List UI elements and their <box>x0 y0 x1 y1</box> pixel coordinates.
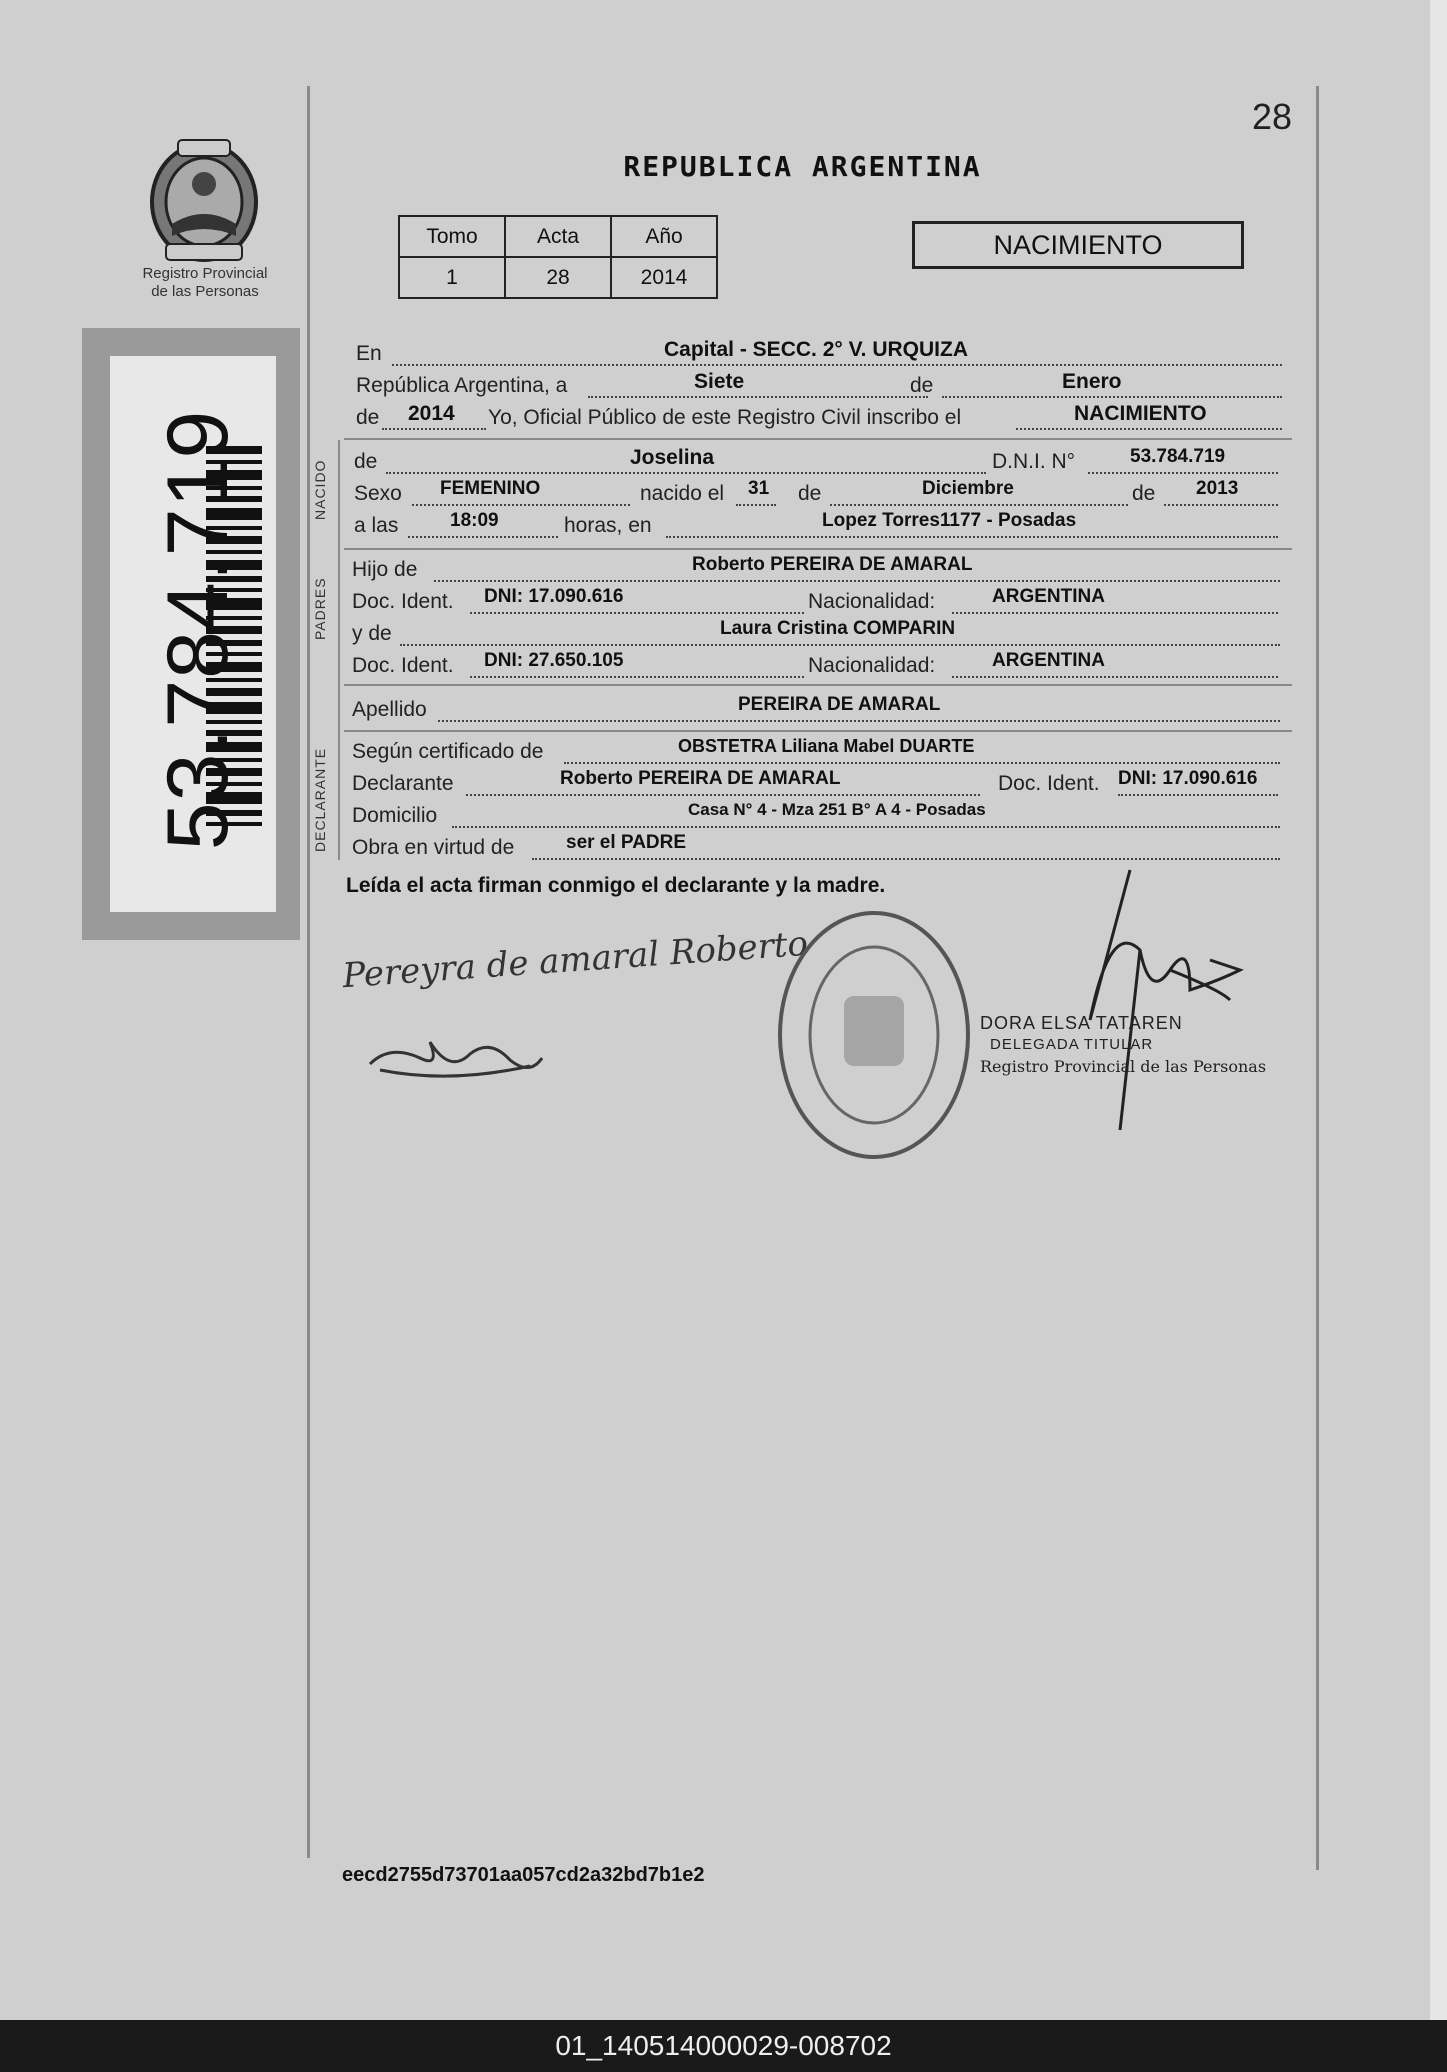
label-doc-ident-padre: Doc. Ident. <box>352 590 454 613</box>
value-hora: 18:09 <box>450 510 499 531</box>
field-apellido <box>352 694 1290 726</box>
table-value-anio: 2014 <box>611 257 717 298</box>
field-doc-madre <box>352 650 1290 682</box>
field-certificado <box>352 736 1290 768</box>
value-lugar-nacimiento: Lopez Torres1177 - Posadas <box>822 510 1077 531</box>
field-nombre <box>352 446 1290 478</box>
label-y-de: y de <box>352 622 392 645</box>
dotted-line <box>386 472 986 474</box>
value-dni-nacido: 53.784.719 <box>1130 446 1226 467</box>
value-anio-nacimiento: 2013 <box>1196 478 1239 499</box>
dotted-line <box>466 794 980 796</box>
dotted-line <box>434 580 1280 582</box>
value-tipo-inscripcion: NACIMIENTO <box>1074 402 1207 425</box>
value-padre: Roberto PEREIRA DE AMARAL <box>692 554 973 575</box>
label-de-nombre: de <box>354 450 378 473</box>
value-domicilio: Casa N° 4 - Mza 251 B° A 4 - Posadas <box>688 800 986 819</box>
dotted-line <box>470 612 804 614</box>
label-en: En <box>356 342 382 365</box>
registry-name-line1: Registro Provincial <box>142 265 268 282</box>
value-dni-padre: DNI: 17.090.616 <box>484 586 624 607</box>
section-divider <box>344 730 1292 732</box>
dotted-line <box>1164 504 1278 506</box>
dotted-line <box>952 612 1278 614</box>
field-domicilio <box>352 800 1290 832</box>
registry-name-line2: de las Personas <box>151 283 259 300</box>
label-apellido: Apellido <box>352 698 427 721</box>
document-title: REPUBLICA ARGENTINA <box>623 150 982 183</box>
dotted-line <box>470 676 804 678</box>
label-sexo: Sexo <box>354 482 402 505</box>
table-header-acta: Acta <box>505 216 611 257</box>
section-label-nacido: NACIDO <box>312 459 328 520</box>
value-declarante: Roberto PEREIRA DE AMARAL <box>560 768 841 789</box>
field-hora-lugar <box>352 510 1290 542</box>
label-de-anio: de <box>356 406 380 429</box>
value-madre: Laura Cristina COMPARIN <box>720 618 956 639</box>
dotted-line <box>382 428 486 430</box>
field-madre <box>352 618 1290 650</box>
declarant-signature-scribble <box>360 1024 550 1094</box>
province-seal-icon <box>138 132 270 264</box>
acta-reference-table <box>398 215 718 299</box>
label-obra: Obra en virtud de <box>352 836 515 859</box>
field-declarante <box>352 768 1290 800</box>
field-anio-inscripcion <box>352 402 1290 434</box>
value-apellido: PEREIRA DE AMARAL <box>738 694 941 715</box>
section-divider <box>344 438 1292 440</box>
section-label-padres: PADRES <box>312 577 328 640</box>
right-margin-rule <box>1316 86 1319 1870</box>
label-hijo-de: Hijo de <box>352 558 418 581</box>
field-lugar <box>352 338 1290 370</box>
label-nacionalidad-madre: Nacionalidad: <box>808 654 936 677</box>
official-role: DELEGADA TITULAR <box>990 1036 1154 1053</box>
dotted-line <box>588 396 928 398</box>
field-sexo-nacimiento <box>352 478 1290 510</box>
value-nacionalidad-madre: ARGENTINA <box>992 650 1105 671</box>
dotted-line <box>830 504 1128 506</box>
label-nacido-el: nacido el <box>640 482 725 505</box>
value-mes: Enero <box>1062 370 1122 393</box>
label-segun-certificado: Según certificado de <box>352 740 544 763</box>
section-divider <box>344 548 1292 550</box>
declarant-handwritten-signature: Pereyra de amaral Roberto <box>341 923 810 997</box>
dotted-line <box>942 396 1282 398</box>
dotted-line <box>666 536 1278 538</box>
dotted-line <box>438 720 1280 722</box>
closing-statement: Leída el acta firman conmigo el declarante y la madre. <box>346 874 886 897</box>
label-horas-en: horas, en <box>564 514 652 537</box>
value-obra: ser el PADRE <box>566 832 687 853</box>
dotted-line <box>412 504 630 506</box>
value-certificado: OBSTETRA Liliana Mabel DUARTE <box>678 736 975 756</box>
value-nacionalidad-padre: ARGENTINA <box>992 586 1105 607</box>
dotted-line <box>1118 794 1278 796</box>
field-padre <box>352 554 1290 586</box>
field-doc-padre <box>352 586 1290 618</box>
registry-label <box>120 265 290 301</box>
document-hash: eecd2755d73701aa057cd2a32bd7b1e2 <box>342 1864 705 1886</box>
dotted-line <box>400 644 1280 646</box>
value-nombre: Joselina <box>630 446 715 469</box>
dotted-line <box>1016 428 1282 430</box>
field-fecha-inscripcion <box>352 370 1290 402</box>
dotted-line <box>736 504 776 506</box>
table-header-tomo: Tomo <box>399 216 505 257</box>
official-name: DORA ELSA TATAREN <box>980 1013 1183 1033</box>
value-mes-nacimiento: Diciembre <box>922 478 1014 499</box>
value-sexo: FEMENINO <box>440 478 541 499</box>
official-stamp-icon <box>774 906 974 1164</box>
table-value-acta: 28 <box>505 257 611 298</box>
section-label-declarante: DECLARANTE <box>312 747 328 852</box>
dotted-line <box>564 762 1280 764</box>
official-signature-block <box>980 1012 1266 1078</box>
page-number: 28 <box>1252 96 1293 137</box>
official-signature-scribble <box>1020 860 1260 1140</box>
section-rule <box>338 440 340 860</box>
label-republica: República Argentina, a <box>356 374 568 397</box>
left-margin-rule <box>307 86 310 1858</box>
footer-id: 01_140514000029-008702 <box>0 2020 1447 2072</box>
label-nacionalidad-padre: Nacionalidad: <box>808 590 936 613</box>
label-oficial-publico: Yo, Oficial Público de este Registro Civil inscribo el <box>488 406 962 429</box>
value-dia: Siete <box>694 370 745 393</box>
label-de-mes: de <box>798 482 822 505</box>
table-header-anio: Año <box>611 216 717 257</box>
label-dni: D.N.I. N° <box>992 450 1076 473</box>
document-type-box: NACIMIENTO <box>912 221 1244 269</box>
value-anio-inscripcion: 2014 <box>408 402 455 425</box>
official-office: Registro Provincial de las Personas <box>980 1057 1267 1076</box>
label-a-las: a las <box>354 514 399 537</box>
label-doc-ident-declarante: Doc. Ident. <box>998 772 1100 795</box>
dotted-line <box>392 364 1282 366</box>
label-de-anio-nac: de <box>1132 482 1156 505</box>
label-domicilio: Domicilio <box>352 804 438 827</box>
page-edge <box>1430 0 1447 2020</box>
dotted-line <box>452 826 1280 828</box>
barcode-dni-number: 53.784.719 <box>150 409 246 851</box>
dotted-line <box>408 536 558 538</box>
value-dni-declarante: DNI: 17.090.616 <box>1118 768 1258 789</box>
value-lugar: Capital - SECC. 2° V. URQUIZA <box>664 338 969 361</box>
table-value-tomo: 1 <box>399 257 505 298</box>
label-doc-ident-madre: Doc. Ident. <box>352 654 454 677</box>
dotted-line <box>1088 472 1278 474</box>
section-divider <box>344 684 1292 686</box>
label-declarante: Declarante <box>352 772 454 795</box>
dotted-line <box>952 676 1278 678</box>
label-de: de <box>910 374 934 397</box>
value-dni-madre: DNI: 27.650.105 <box>484 650 624 671</box>
value-dia-nacimiento: 31 <box>748 478 770 499</box>
